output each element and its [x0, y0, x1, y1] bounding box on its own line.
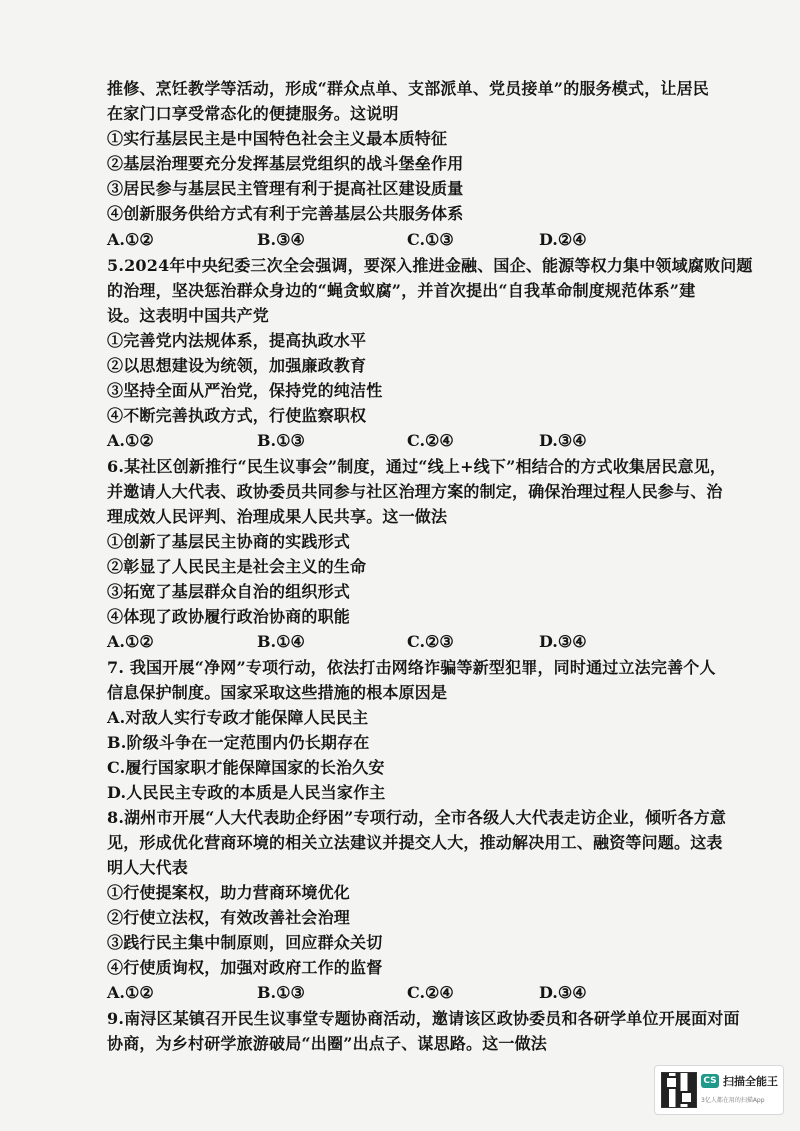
q5-option-c: C.②④	[407, 431, 454, 450]
q6-option-d: D.③④	[539, 632, 587, 651]
q6-statement-2: ②彰显了人民民主是社会主义的生命	[107, 557, 367, 576]
q8-statement-3: ③践行民主集中制原则，回应群众关切	[107, 933, 383, 952]
q8-options	[107, 983, 667, 1003]
q8-statement-4: ④行使质询权，加强对政府工作的监督	[107, 958, 383, 977]
q4-option-b: B.③④	[257, 230, 305, 249]
q8-stem-line-2: 见，形成优化营商环境的相关立法建议并提交人大，推动解决用工、融资等问题。这表	[107, 833, 723, 852]
q6-stem-line-1: 6.某社区创新推行“民生议事会”制度，通过“线上+线下”相结合的方式收集居民意见，	[107, 457, 727, 476]
q5-stem-line-3: 设。这表明中国共产党	[107, 306, 270, 325]
q6-option-a: A.①②	[107, 632, 154, 651]
q8-statement-1: ①行使提案权，助力营商环境优化	[107, 883, 351, 902]
q6-statement-3: ③拓宽了基层群众自治的组织形式	[107, 582, 351, 601]
scanner-app-subtitle: 3亿人都在用的扫描App	[701, 1097, 765, 1104]
q6-stem-line-3: 理成效人民评判、治理成果人民共享。这一做法	[107, 507, 448, 526]
q6-stem-line-2: 并邀请人大代表、政协委员共同参与社区治理方案的制定，确保治理过程人民参与、治	[107, 482, 723, 501]
q4-stem-line-2: 在家门口享受常态化的便捷服务。这说明	[107, 104, 399, 123]
qr-code-icon	[661, 1072, 697, 1108]
q7-choice-b: B.阶级斗争在一定范围内仍长期存在	[107, 733, 370, 752]
q5-option-b: B.①③	[257, 431, 305, 450]
q4-option-c: C.①③	[407, 230, 454, 249]
q4-options	[107, 230, 667, 250]
q8-stem-line-3: 明人大代表	[107, 858, 189, 877]
scanner-watermark-badge	[654, 1065, 784, 1115]
q5-stem-line-2: 的治理，坚决惩治群众身边的“蝇贪蚁腐”，并首次提出“自我革命制度规范体系”建	[107, 281, 696, 300]
q4-option-a: A.①②	[107, 230, 154, 249]
q7-choice-d: D.人民民主专政的本质是人民当家作主	[107, 783, 386, 802]
q6-options	[107, 632, 667, 652]
q8-statement-2: ②行使立法权，有效改善社会治理	[107, 908, 351, 927]
q6-statement-1: ①创新了基层民主协商的实践形式	[107, 532, 351, 551]
q5-option-d: D.③④	[539, 431, 587, 450]
q7-stem-line-1: 7. 我国开展“净网”专项行动，依法打击网络诈骗等新型犯罪，同时通过立法完善个人	[107, 658, 716, 677]
camscanner-logo-icon: CS	[701, 1074, 719, 1088]
q6-statement-4: ④体现了政协履行政治协商的职能	[107, 607, 351, 626]
q9-stem-line-1: 9.南浔区某镇召开民生议事堂专题协商活动，邀请该区政协委员和各研学单位开展面对面	[107, 1009, 740, 1028]
q5-statement-1: ①完善党内法规体系，提高执政水平	[107, 331, 367, 350]
scanner-app-name: 扫描全能王	[723, 1075, 778, 1088]
q8-option-c: C.②④	[407, 983, 454, 1002]
q4-statement-2: ②基层治理要充分发挥基层党组织的战斗堡垒作用	[107, 154, 464, 173]
q8-option-b: B.①③	[257, 983, 305, 1002]
q4-option-d: D.②④	[539, 230, 587, 249]
q4-statement-4: ④创新服务供给方式有利于完善基层公共服务体系	[107, 204, 464, 223]
q4-statement-3: ③居民参与基层民主管理有利于提高社区建设质量	[107, 179, 464, 198]
q5-statement-4: ④不断完善执政方式，行使监察职权	[107, 406, 367, 425]
q5-option-a: A.①②	[107, 431, 154, 450]
q6-option-b: B.①④	[257, 632, 305, 651]
q8-option-d: D.③④	[539, 983, 587, 1002]
q5-stem-line-1: 5.2024年中央纪委三次全会强调，要深入推进金融、国企、能源等权力集中领域腐败问题	[107, 256, 753, 275]
q5-statement-3: ③坚持全面从严治党，保持党的纯洁性	[107, 381, 383, 400]
q4-statement-1: ①实行基层民主是中国特色社会主义最本质特征	[107, 129, 448, 148]
q7-stem-line-2: 信息保护制度。国家采取这些措施的根本原因是	[107, 683, 448, 702]
q8-stem-line-1: 8.湖州市开展“人大代表助企纾困”专项行动，全市各级人大代表走访企业，倾听各方意	[107, 808, 727, 827]
q4-stem-line-1: 推修、烹饪教学等活动，形成“群众点单、支部派单、党员接单”的服务模式，让居民	[107, 79, 710, 98]
q5-options	[107, 431, 667, 451]
q8-option-a: A.①②	[107, 983, 154, 1002]
q7-choice-c: C.履行国家职才能保障国家的长治久安	[107, 758, 385, 777]
q6-option-c: C.②③	[407, 632, 454, 651]
q5-statement-2: ②以思想建设为统领，加强廉政教育	[107, 356, 367, 375]
q7-choice-a: A.对敌人实行专政才能保障人民民主	[107, 708, 369, 727]
q9-stem-line-2: 协商，为乡村研学旅游破局“出圈”出点子、谋思路。这一做法	[107, 1034, 548, 1053]
